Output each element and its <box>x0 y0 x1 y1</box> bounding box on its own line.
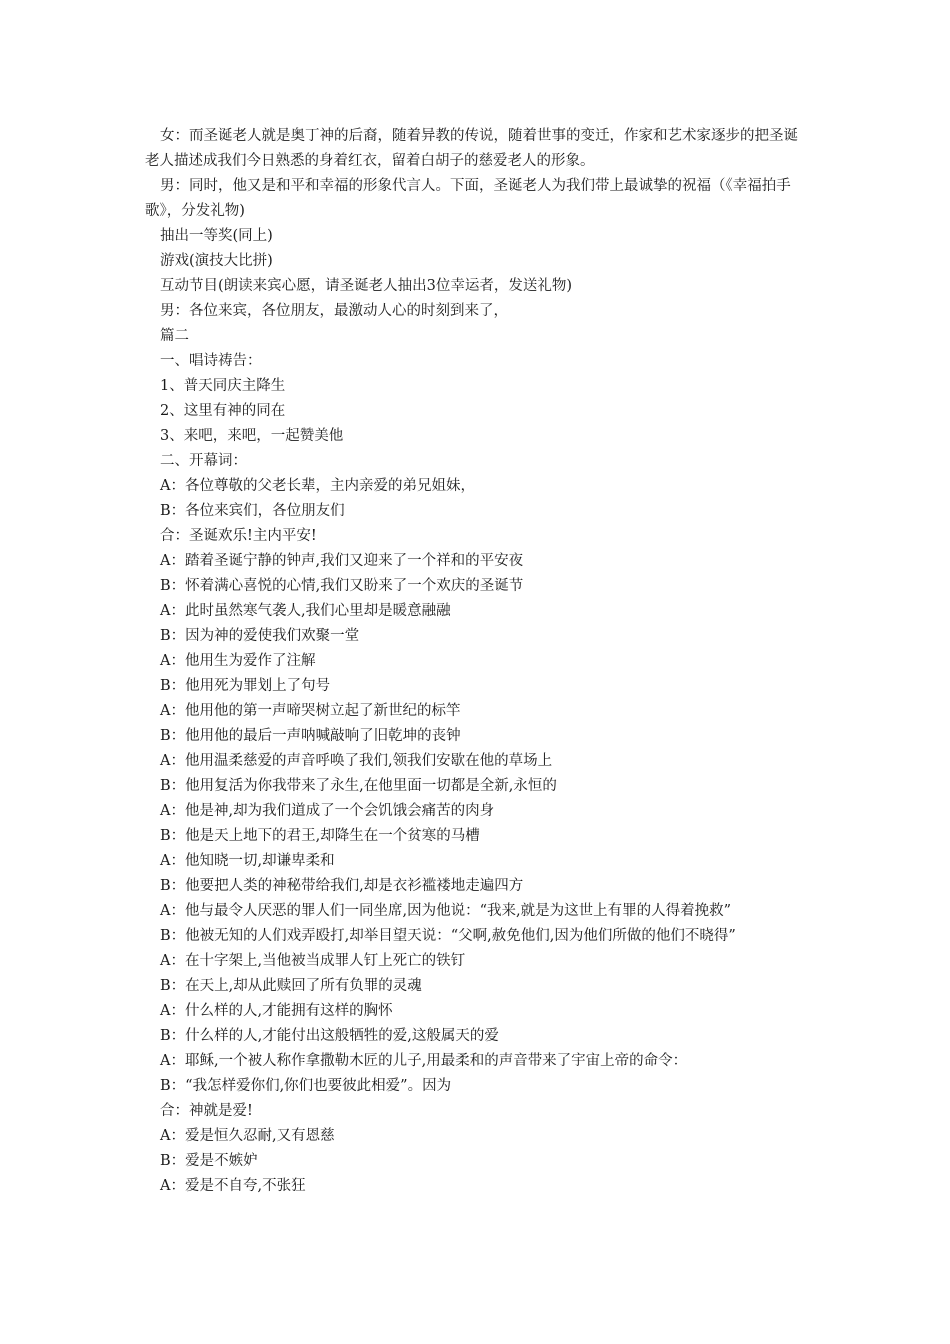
dialogue-line: A：耶稣,一个被人称作拿撒勒木匠的儿子,用最柔和的声音带来了宇宙上帝的命令： <box>160 1053 688 1069</box>
list-item: 3、来吧，来吧，一起赞美他 <box>160 428 344 444</box>
dialogue-line: B：他要把人类的神秘带给我们,却是衣衫褴褛地走遍四方 <box>160 878 524 894</box>
dialogue-line: B：什么样的人,才能付出这般牺牲的爱,这般属天的爱 <box>160 1028 499 1044</box>
section-heading: 一、唱诗祷告： <box>160 353 262 369</box>
paragraph: 男：各位来宾，各位朋友，最激动人心的时刻到来了， <box>160 303 508 319</box>
dialogue-line: A：他用生为爱作了注解 <box>160 653 316 669</box>
dialogue-line: A：踏着圣诞宁静的钟声,我们又迎来了一个祥和的平安夜 <box>160 553 524 569</box>
paragraph: 游戏(演技大比拼) <box>160 253 273 269</box>
dialogue-line: B：他是天上地下的君王,却降生在一个贫寒的马槽 <box>160 828 480 844</box>
dialogue-line: A：他用他的第一声啼哭树立起了新世纪的标竿 <box>160 703 461 719</box>
dialogue-line: A：他是神,却为我们道成了一个会饥饿会痛苦的肉身 <box>160 803 495 819</box>
dialogue-line: A：他与最令人厌恶的罪人们一同坐席,因为他说：“我来,就是为这世上有罪的人得着挽救” <box>160 903 732 919</box>
dialogue-line: B：他被无知的人们戏弄殴打,却举目望天说：“父啊,赦免他们,因为他们所做的他们不晓得” <box>160 928 736 944</box>
paragraph: 男：同时，他又是和平和幸福的形象代言人。下面，圣诞老人为我们带上最诚挚的祝福（《幸福拍手歌》，分发礼物) <box>145 178 791 219</box>
list-item: 1、普天同庆主降生 <box>160 378 286 394</box>
dialogue-line: B：他用死为罪划上了句号 <box>160 678 331 694</box>
document-page <box>145 124 810 1199</box>
dialogue-line: A：什么样的人,才能拥有这样的胸怀 <box>160 1003 393 1019</box>
dialogue-line: B：各位来宾们，各位朋友们 <box>160 503 345 519</box>
dialogue-line: A：爱是不自夸,不张狂 <box>160 1178 306 1194</box>
dialogue-line: A：在十字架上,当他被当成罪人钉上死亡的铁钉 <box>160 953 466 969</box>
paragraph: 女：而圣诞老人就是奥丁神的后裔，随着异教的传说，随着世事的变迁，作家和艺术家逐步的把圣诞老人描述成我们今日熟悉的身着红衣，留着白胡子的慈爱老人的形象。 <box>145 128 798 169</box>
dialogue-line: B：在天上,却从此赎回了所有负罪的灵魂 <box>160 978 422 994</box>
dialogue-line: B：“我怎样爱你们,你们也要彼此相爱”。因为 <box>160 1078 452 1094</box>
paragraph: 抽出一等奖(同上) <box>160 228 273 244</box>
paragraph: 互动节目(朗读来宾心愿，请圣诞老人抽出3位幸运者，发送礼物) <box>160 278 573 294</box>
dialogue-line: B：爱是不嫉妒 <box>160 1153 258 1169</box>
section-heading: 二、开幕词： <box>160 453 247 469</box>
dialogue-line: B：他用复活为你我带来了永生,在他里面一切都是全新,永恒的 <box>160 778 557 794</box>
dialogue-line: A：他知晓一切,却谦卑柔和 <box>160 853 335 869</box>
dialogue-line: A：爱是恒久忍耐,又有恩慈 <box>160 1128 335 1144</box>
dialogue-line: A：此时虽然寒气袭人,我们心里却是暖意融融 <box>160 603 451 619</box>
list-item: 2、这里有神的同在 <box>160 403 286 419</box>
dialogue-line: B：因为神的爱使我们欢聚一堂 <box>160 628 360 644</box>
dialogue-line: 合：圣诞欢乐!主内平安! <box>160 528 317 544</box>
dialogue-line: 合：神就是爱! <box>160 1103 253 1119</box>
dialogue-line: A：各位尊敬的父老长辈，主内亲爱的弟兄姐妹， <box>160 478 475 494</box>
dialogue-line: A：他用温柔慈爱的声音呼唤了我们,领我们安歇在他的草场上 <box>160 753 553 769</box>
section-heading: 篇二 <box>160 328 189 344</box>
dialogue-line: B：怀着满心喜悦的心情,我们又盼来了一个欢庆的圣诞节 <box>160 578 524 594</box>
dialogue-line: B：他用他的最后一声呐喊敲响了旧乾坤的丧钟 <box>160 728 461 744</box>
